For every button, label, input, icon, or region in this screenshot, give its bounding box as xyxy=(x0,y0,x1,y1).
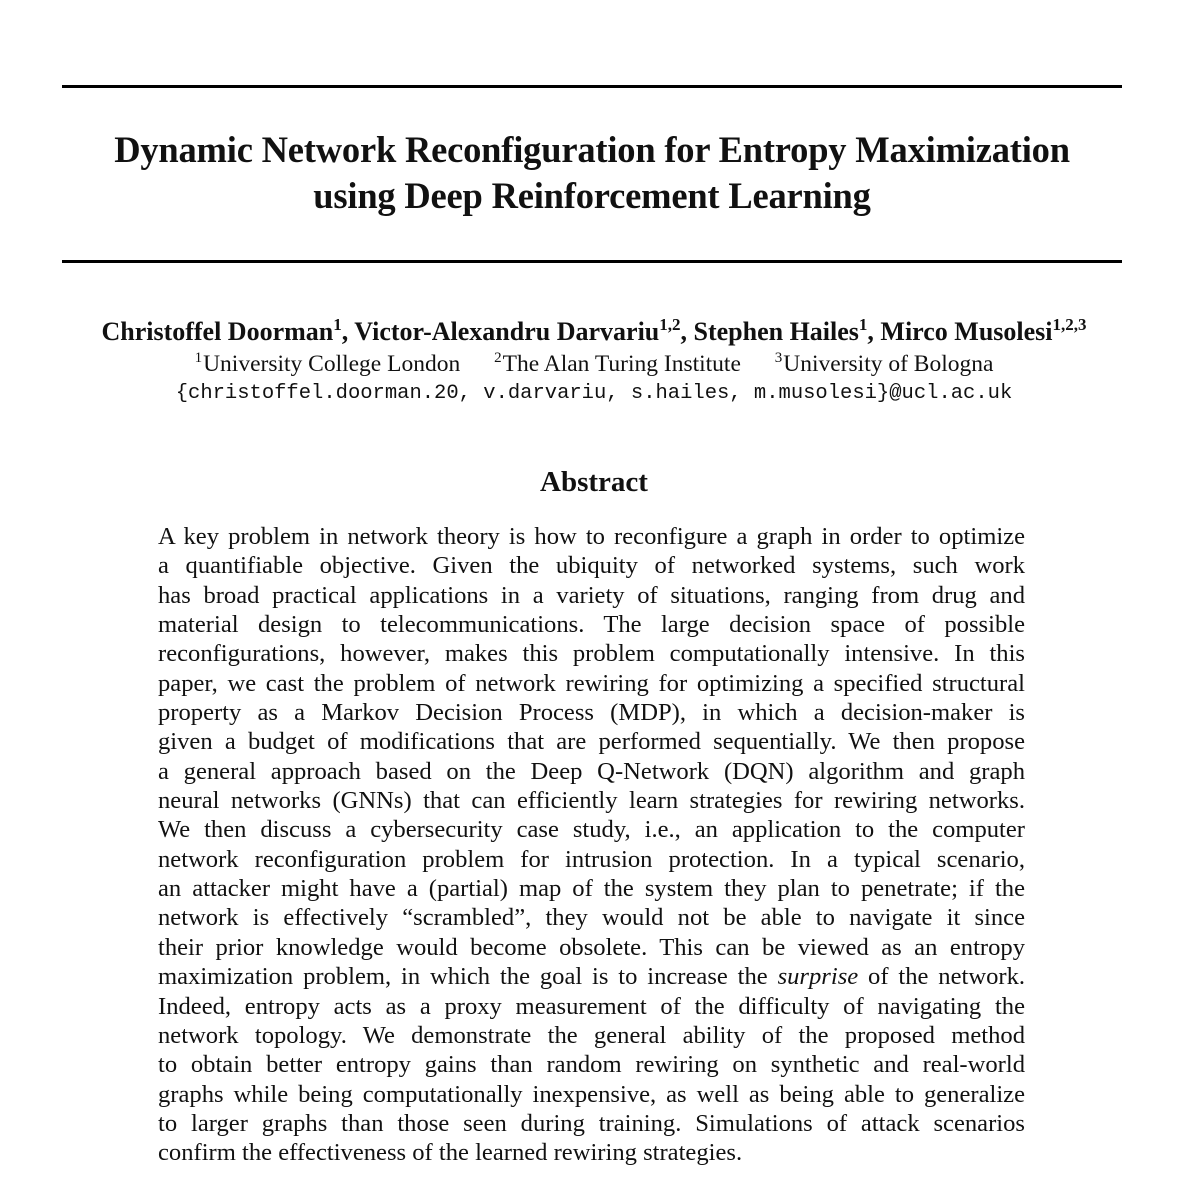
abstract-line: a general approach based on the Deep Q-Network (DQN) algorithm and graph xyxy=(158,757,1025,785)
author-affiliation-mark: 1,2,3 xyxy=(1052,315,1087,334)
abstract-line: network is effectively “scrambled”, they would not be able to navigate it since xyxy=(158,904,1025,932)
abstract-line: an attacker might have a (partial) map of the system they plan to penetrate; if the xyxy=(158,875,1025,903)
abstract-line: to obtain better entropy gains than random rewiring on synthetic and real-world xyxy=(158,1051,1025,1079)
affiliation xyxy=(494,351,741,377)
author-list xyxy=(0,316,1188,348)
abstract-line: We then discuss a cybersecurity case study, i.e., an application to the computer xyxy=(158,816,1025,844)
abstract-line xyxy=(158,962,1025,991)
title-bottom-rule xyxy=(62,260,1122,263)
paper-title xyxy=(62,127,1122,219)
author-affiliation-mark: 1 xyxy=(858,315,868,334)
abstract-line: reconfigurations, however, makes this problem computationally intensive. In this xyxy=(158,640,1025,668)
abstract-line: confirm the effectiveness of the learned rewiring strategies. xyxy=(158,1139,743,1167)
affiliation-name: University College London xyxy=(203,351,461,377)
affiliation-name: The Alan Turing Institute xyxy=(502,351,741,377)
affiliation-number: 2 xyxy=(494,350,502,366)
abstract-line: Indeed, entropy acts as a proxy measurement of the difficulty of navigating the xyxy=(158,992,1025,1020)
abstract-line: neural networks (GNNs) that can efficiently learn strategies for rewiring networks. xyxy=(158,787,1025,815)
author-separator: , xyxy=(680,317,694,346)
author-separator: , xyxy=(341,317,355,346)
author-emails: {christoffel.doorman.20, v.darvariu, s.hailes, m.musolesi}@ucl.ac.uk xyxy=(175,382,1013,405)
abstract-line: graphs while being computationally inexpensive, as well as being able to generalize xyxy=(158,1080,1025,1108)
abstract-line: network reconfiguration problem for intrusion protection. In a typical scenario, xyxy=(158,845,1025,873)
affiliation-number: 3 xyxy=(774,350,783,366)
abstract-heading: Abstract xyxy=(540,466,648,498)
abstract-line: to larger graphs than those seen during training. Simulations of attack scenarios xyxy=(158,1109,1025,1137)
abstract-line: their prior knowledge would become obsolete. This can be viewed as an entropy xyxy=(158,933,1025,961)
abstract-text: of the network. xyxy=(858,963,1026,991)
title-top-rule xyxy=(62,85,1122,88)
affiliation xyxy=(195,351,461,377)
title-line-1: Dynamic Network Reconfiguration for Entropy Maximization xyxy=(114,129,1070,170)
author-affiliation-mark: 1,2 xyxy=(659,315,681,334)
emphasized-word: surprise xyxy=(777,963,859,991)
abstract-text: maximization problem, in which the goal is to increase the xyxy=(158,963,778,991)
affiliation-list xyxy=(0,350,1188,378)
abstract-body xyxy=(158,522,1025,1168)
abstract-line: has broad practical applications in a variety of situations, ranging from drug and xyxy=(158,581,1025,609)
abstract-line: given a budget of modifications that are performed sequentially. We then propose xyxy=(158,728,1025,756)
abstract-line: A key problem in network theory is how to reconfigure a graph in order to optimize xyxy=(158,523,1025,550)
author-name: Mirco Musolesi xyxy=(880,317,1053,346)
title-line-2: using Deep Reinforcement Learning xyxy=(313,175,871,216)
abstract-line: a quantifiable objective. Given the ubiquity of networked systems, such work xyxy=(158,552,1025,580)
affiliation-name: University of Bologna xyxy=(783,351,994,377)
author-separator: , xyxy=(867,317,881,346)
author-name: Victor-Alexandru Darvariu xyxy=(354,317,660,346)
abstract-line: network topology. We demonstrate the general ability of the proposed method xyxy=(158,1021,1025,1049)
abstract-line: material design to telecommunications. The large decision space of possible xyxy=(158,611,1025,639)
author-name: Stephen Hailes xyxy=(693,317,859,346)
abstract-line: paper, we cast the problem of network rewiring for optimizing a specified structural xyxy=(158,669,1025,697)
affiliation xyxy=(775,351,994,377)
author-affiliation-mark: 1 xyxy=(333,315,342,334)
affiliation-number: 1 xyxy=(194,350,203,366)
abstract-line: property as a Markov Decision Process (MDP), in which a decision-maker is xyxy=(158,699,1025,727)
author-name: Christoffel Doorman xyxy=(101,317,334,346)
